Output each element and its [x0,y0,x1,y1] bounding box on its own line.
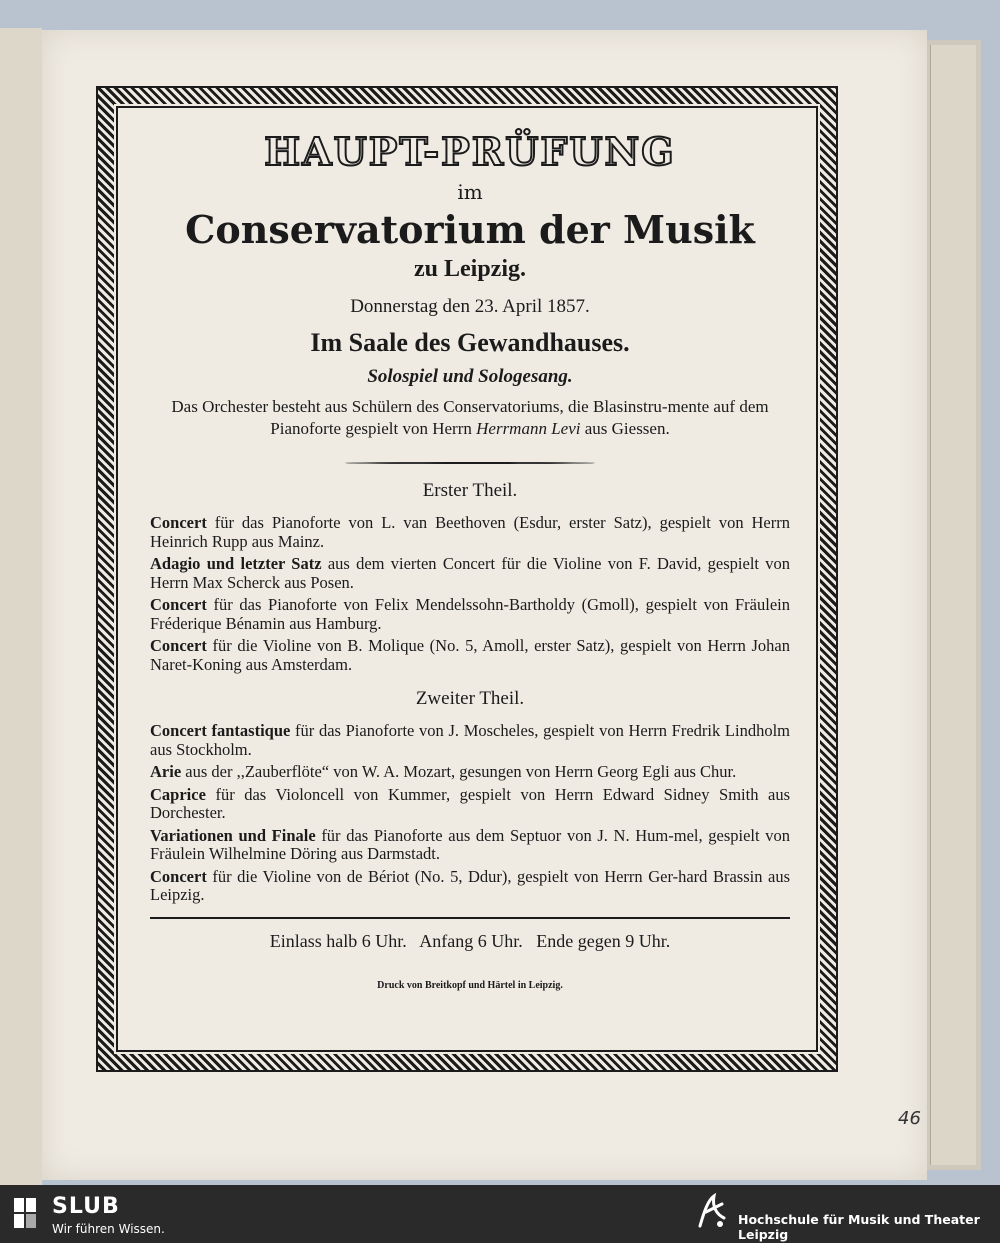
piece-title: Arie [150,762,182,781]
partner-name[interactable]: Hochschule für Musik und Theater Leipzig [738,1212,980,1242]
printer-note: Druck von Breitkopf und Härtel in Leipzig. [377,979,563,991]
event-date: Donnerstag den 23. April 1857. [350,296,590,317]
piece-description: für das Violoncell von Kummer, gespielt von Herrn Edward Sidney Smith aus Dorchester. [150,784,790,822]
facing-page-edge [0,28,42,1185]
piece-description: für die Violine von de Bériot (No. 5, Ddur), gespielt von Herrn Ger-hard Brassin aus Leipzig. [150,866,790,904]
intro-text-end: aus Giessen. [580,419,670,438]
title-preposition: im [457,180,483,204]
venue: Im Saale des Gewandhauses. [310,328,630,357]
program-entry [150,763,790,782]
program-subtitle: Solospiel und Sologesang. [367,366,573,387]
section-heading-part-1: Erster Theil. [422,480,518,501]
piece-description: für die Violine von B. Molique (No. 5, Amoll, erster Satz), gespielt von Herrn Johan Naret-Koning aus Amsterdam. [150,636,790,674]
piece-description: aus dem vierten Concert für die Violine von F. David, gespielt von Herrn Max Scherck aus Posen. [150,554,790,592]
piece-title: Concert [150,636,207,655]
program-entry [150,637,790,674]
event-times: Einlass halb 6 Uhr. Anfang 6 Uhr. Ende gegen 9 Uhr. [269,930,671,951]
program-entry [150,827,790,864]
library-slogan: Wir führen Wissen. [52,1222,165,1236]
section-heading-part-2: Zweiter Theil. [415,688,525,709]
piece-title: Concert [150,513,207,532]
piece-description: für das Pianoforte von L. van Beethoven (Esdur, erster Satz), gespielt von Herrn Heinrich Rupp aus Mainz. [150,513,790,551]
library-name[interactable]: SLUB [52,1194,120,1219]
piece-title: Concert [150,866,207,886]
intro-paragraph [150,396,790,440]
piece-title: Caprice [150,784,206,804]
program-content [150,120,790,1040]
document-title: HAUPT-PRÜFUNG [264,129,676,174]
program-entry [150,555,790,592]
location: zu Leipzig. [414,256,526,282]
piece-title: Concert fantastique [150,721,291,740]
piece-title: Variationen und Finale [150,825,316,845]
page-stack-edge-inner [930,45,976,1165]
program-entry [150,786,790,823]
program-list-part-1 [150,514,790,674]
program-entry [150,722,790,759]
piece-description: aus der ,,Zauberflöte“ von W. A. Mozart, gesungen von Herrn Georg Egli aus Chur. [181,762,737,781]
piece-description: für das Pianoforte von Felix Mendelssohn-Bartholdy (Gmoll), gespielt von Fräulein Fréderique Bénamin aus Hamburg. [150,595,790,633]
program-list-part-2 [150,722,790,905]
piece-description: für das Pianoforte von J. Moscheles, gespielt von Herrn Fredrik Lindholm aus Stockholm. [150,721,790,759]
program-entry [150,514,790,551]
handwritten-page-number: 46 [898,1108,921,1129]
hmt-logo-icon[interactable] [696,1192,730,1232]
institution-name: Conservatorium der Musik [185,207,755,252]
program-entry [150,868,790,905]
piece-title: Concert [150,595,207,614]
piece-title: Adagio und letzter Satz [150,554,322,573]
slub-logo-icon[interactable] [14,1198,36,1228]
program-entry [150,596,790,633]
intro-performer-name: Herrmann Levi [476,419,581,438]
ornamental-divider [345,460,595,466]
piece-description: für das Pianoforte aus dem Septuor von J. N. Hum-mel, gespielt von Fräulein Wilhelmine Döring aus Darmstadt. [150,825,790,863]
intro-text: Das Orchester besteht aus Schülern des Conservatoriums, die Blasinstru-mente auf dem Pianoforte gespielt von Herrn [171,397,769,438]
footer-rule [150,917,790,919]
